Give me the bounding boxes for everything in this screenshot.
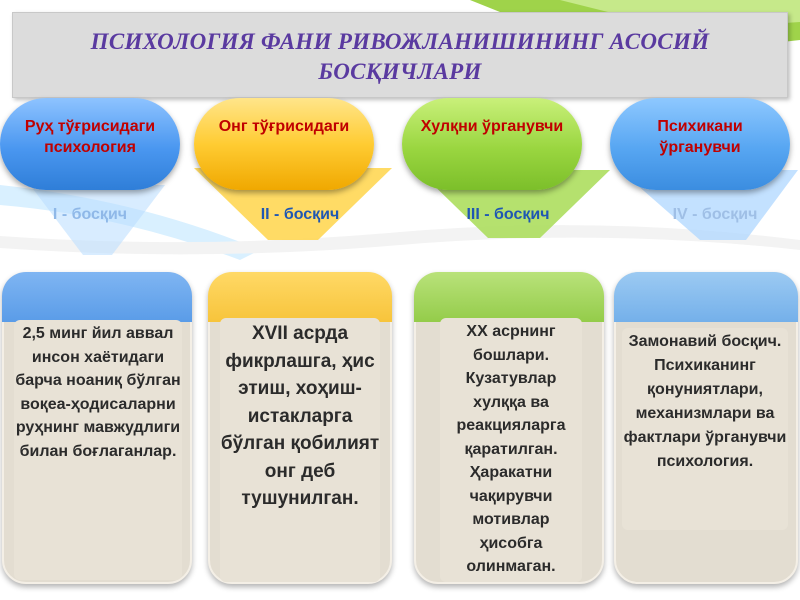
stage-3-heading-pill — [402, 98, 582, 190]
stage-4-label: IV - босқич — [672, 206, 758, 223]
stage-3-description: XX асрнинг бошлари. Кузатувлар хулққа ва реакцияларга қаратилган. Ҳаракатни чақирувчи мотивлар ҳисобга олинмаган. — [440, 318, 582, 582]
stage-2-card-cap — [208, 272, 392, 322]
stage-3-label: III - босқич — [466, 206, 550, 223]
stage-2-label: II - босқич — [260, 206, 340, 223]
title-banner — [12, 12, 788, 98]
stage-3-card-cap — [414, 272, 604, 322]
stage-4-heading: Психикани ўрганувчи — [657, 118, 743, 156]
stage-1-heading-pill — [0, 98, 180, 190]
stage-4-card-cap — [614, 272, 798, 322]
stage-4-description: Замонавий босқич. Психиканинг қонуниятлари, механизмлари ва фактлари ўрганувчи психология. — [622, 328, 788, 530]
stage-1-card-cap — [2, 272, 192, 322]
stage-2-heading-pill — [194, 98, 374, 190]
stage-2-description: XVII асрда фикрлашга, ҳис этиш, хоҳиш-истакларга бўлган қобилият онг деб тушунилган. — [220, 318, 380, 582]
stage-1-label: I - босқич — [52, 206, 128, 223]
stage-1-description: 2,5 минг йил аввал инсон хаётидаги барча ноаниқ бўлган воқеа-ҳодисаларни руҳнинг мавжудлиги билан боғлаганлар. — [14, 320, 182, 580]
page-title: ПСИХОЛОГИЯ ФАНИ РИВОЖЛАНИШИНИНГ АСОСИЙ БОСҚИЧЛАРИ — [90, 29, 710, 84]
stage-4-heading-pill — [610, 98, 790, 190]
stage-2-heading: Онг тўғрисидаги — [218, 118, 350, 135]
stage-3-heading: Хулқни ўрганувчи — [420, 118, 564, 135]
stage-1-heading: Руҳ тўғрисидаги психология — [24, 118, 156, 156]
